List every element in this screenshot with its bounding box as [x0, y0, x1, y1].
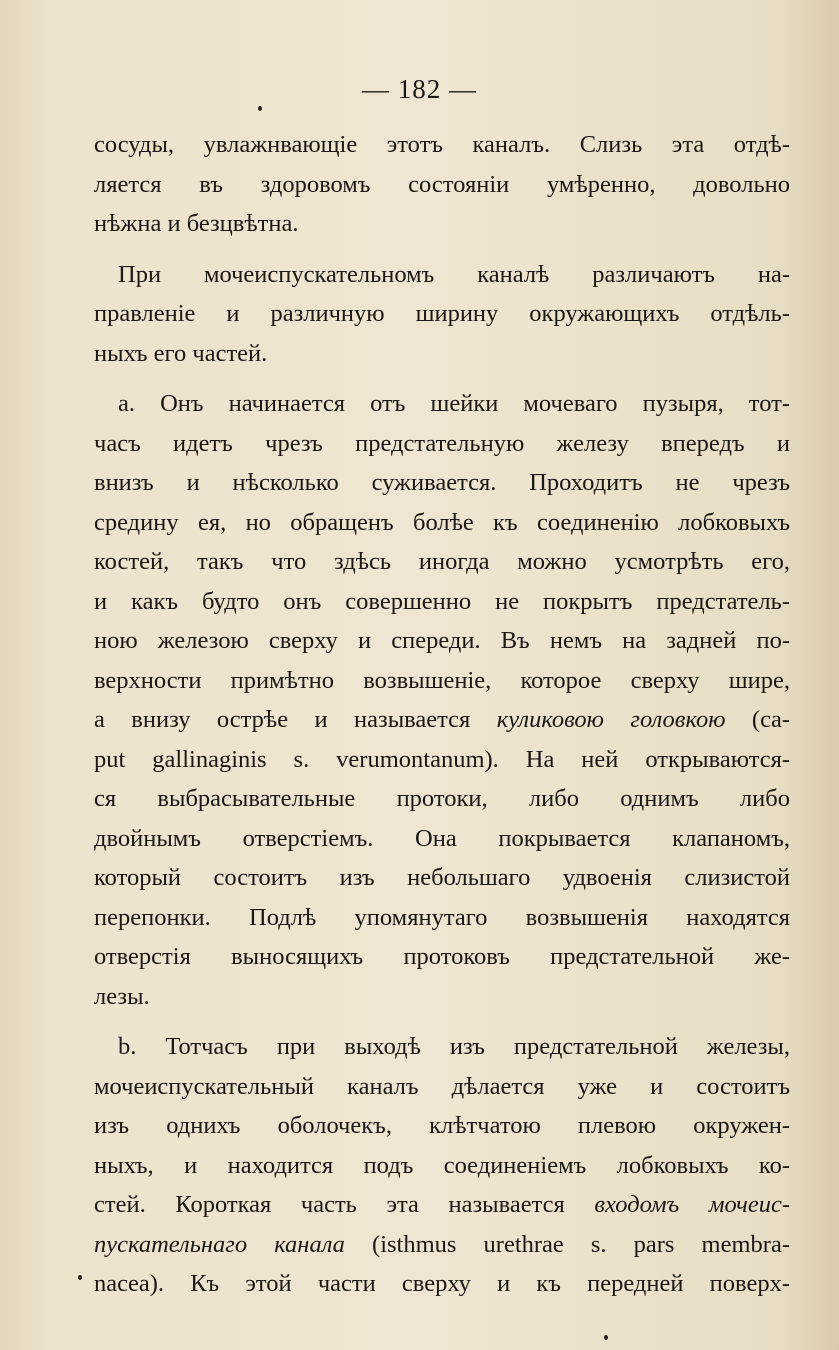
text-line: ныхъ, и находится подъ соединеніемъ лобковыхъ ко- — [94, 1151, 790, 1179]
text-line: двойнымъ отверстіемъ. Она покрывается клапаномъ, — [94, 824, 790, 852]
ink-speck — [604, 1335, 608, 1340]
paragraph-gap — [94, 373, 790, 384]
text-line: внизъ и нѣсколько суживается. Проходитъ не чрезъ — [94, 469, 790, 496]
text-line: put gallinaginis s. verumontanum). На ней открываются- — [94, 745, 790, 773]
italic-term: куликовою головкою — [496, 706, 726, 733]
text-line: и какъ будто онъ совершенно не покрытъ предстатель- — [94, 587, 790, 615]
text-line: средину ея, но обращенъ болѣе къ соединенію лобковыхъ — [94, 508, 790, 536]
text-line: лезы. — [94, 982, 150, 1010]
text-line: перепонки. Подлѣ упомянутаго возвышенія находятся — [94, 903, 790, 931]
text-line: пускательнаго канала (isthmus urethrae s. pars membra- — [94, 1230, 790, 1258]
italic-term: входомъ мочеис- — [594, 1191, 790, 1218]
text-line: ною железою сверху и спереди. Въ немъ на задней по- — [94, 627, 790, 654]
italic-term: пускательнаго канала — [94, 1230, 345, 1258]
ink-speck — [258, 106, 262, 111]
ink-speck — [78, 1275, 82, 1280]
text-line: костей, такъ что здѣсь иногда можно усмотрѣть его, — [94, 548, 790, 575]
text-line: При мочеиспускательномъ каналѣ различаютъ на- — [118, 260, 790, 288]
text-line: a. Онъ начинается отъ шейки мочеваго пузыря, тот- — [118, 390, 790, 417]
page-number: — 182 — — [362, 74, 477, 104]
text-line: который состоитъ изъ небольшаго удвоенія слизистой — [94, 864, 790, 891]
paragraph-gap — [94, 1016, 790, 1027]
text-line: b. Тотчасъ при выходѣ изъ предстательной железы, — [118, 1033, 790, 1060]
paragraph-gap — [94, 244, 790, 255]
text-line: nacea). Къ этой части сверху и къ передней поверх- — [94, 1270, 790, 1297]
text-line: ныхъ его частей. — [94, 339, 268, 367]
text-line: а внизу острѣе и называется куликовою головкою (ca- — [94, 706, 790, 733]
text-line: стей. Короткая часть эта называется входомъ мочеис- — [94, 1191, 790, 1218]
text-line: нѣжна и безцвѣтна. — [94, 210, 299, 237]
text-line: ся выбрасывательные протоки, либо однимъ либо — [94, 785, 790, 812]
text-line: отверстія выносящихъ протоковъ предстательной же- — [94, 943, 790, 970]
text-line: верхности примѣтно возвышеніе, которое сверху шире, — [94, 666, 790, 694]
text-line: сосуды, увлажнвающіе этотъ каналъ. Слизь эта отдѣ- — [94, 131, 790, 158]
text-line: изъ однихъ оболочекъ, клѣтчатою плевою окружен- — [94, 1112, 790, 1139]
text-line: часъ идетъ чрезъ предстательную железу впередъ и — [94, 429, 790, 457]
text-line: правленіе и различную ширину окружающихъ отдѣль- — [94, 300, 790, 327]
text-line: мочеиспускательный каналъ дѣлается уже и состоитъ — [94, 1072, 790, 1100]
text-line: ляется въ здоровомъ состояніи умѣренно, довольно — [94, 170, 790, 198]
body-text — [94, 125, 790, 1304]
